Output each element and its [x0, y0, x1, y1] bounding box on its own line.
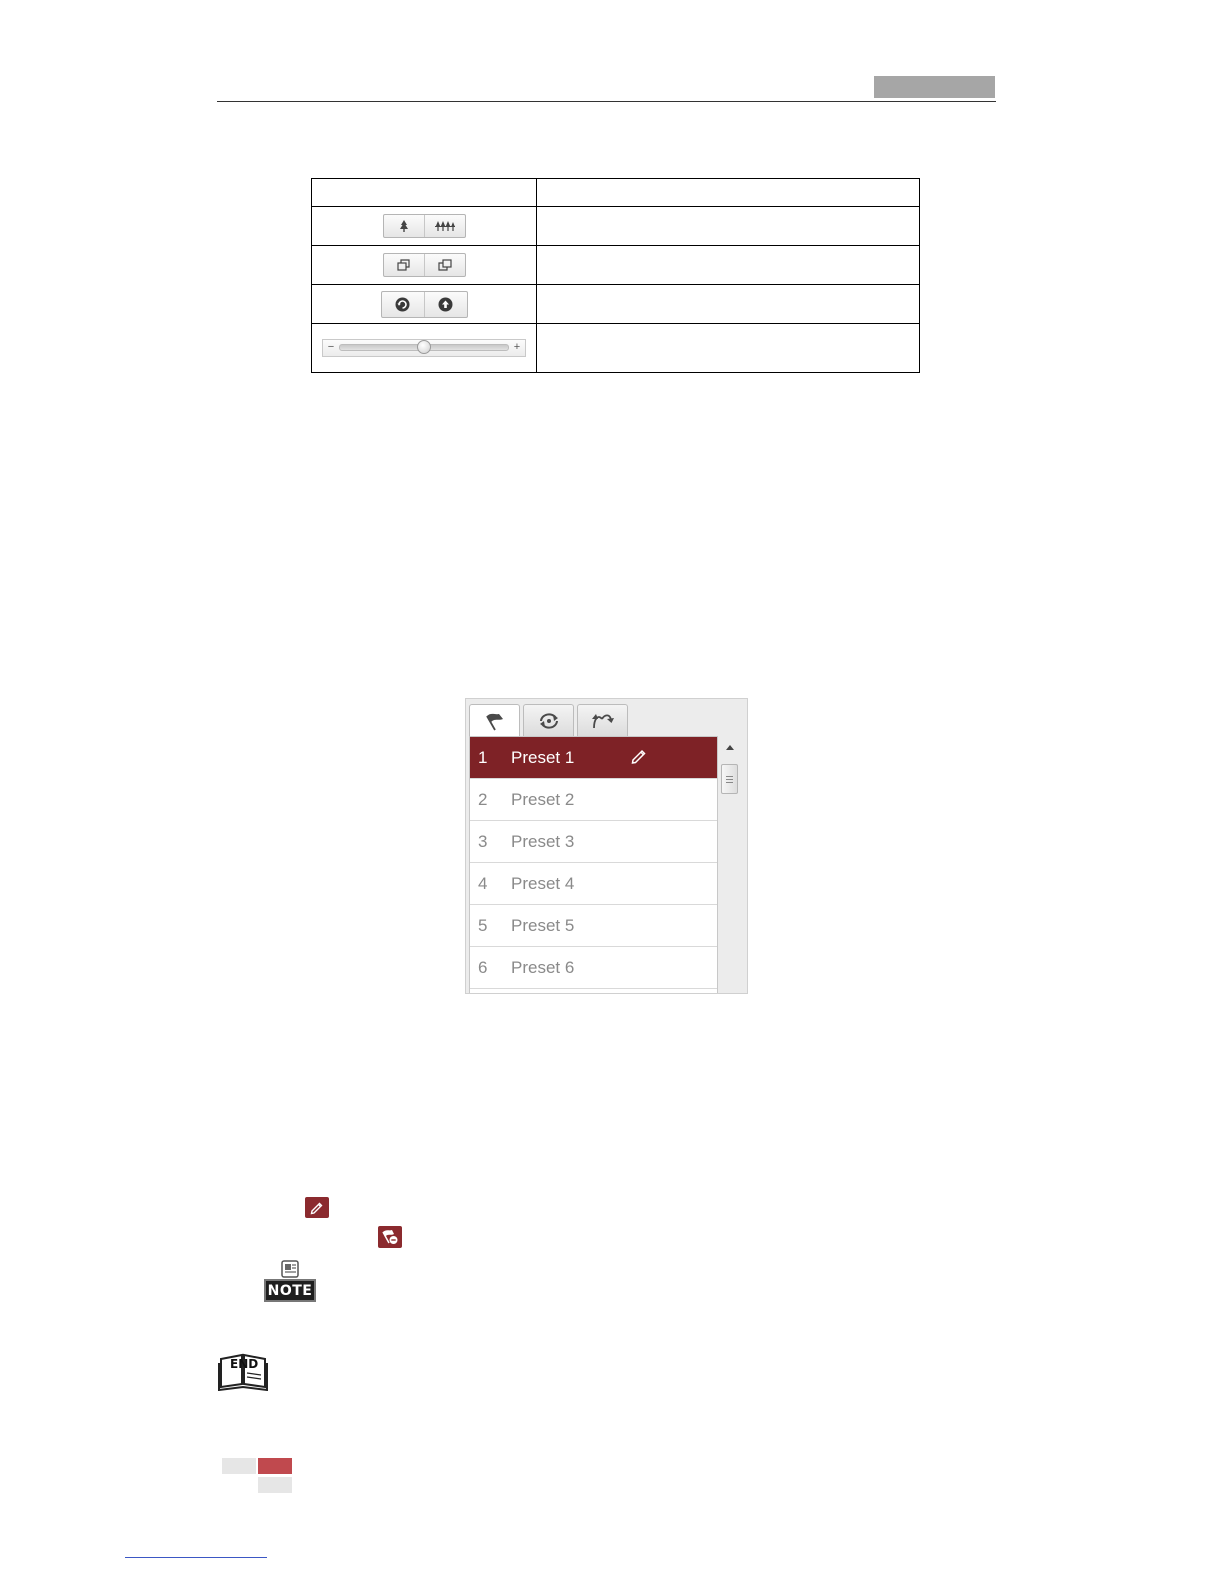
- flag-delete-icon: [380, 1228, 400, 1246]
- end-book-icon: [217, 1351, 269, 1391]
- iris-open-button[interactable]: [424, 292, 467, 317]
- note-label: NOTE: [264, 1279, 316, 1302]
- preset-number: 6: [478, 957, 488, 977]
- preset-row-partial[interactable]: [470, 989, 717, 994]
- edit-icon: [305, 1197, 329, 1218]
- edit-preset-icon[interactable]: [630, 747, 648, 765]
- footer-block-gray: [258, 1477, 292, 1493]
- preset-number: 5: [478, 915, 488, 935]
- end-label: END: [230, 1357, 259, 1371]
- preset-name: Preset 1: [511, 747, 575, 767]
- preset-flag-icon: [483, 711, 507, 731]
- preset-list: [469, 736, 718, 994]
- pencil-icon: [309, 1200, 325, 1216]
- preset-name: Preset 5: [511, 915, 575, 935]
- pattern-icon: [590, 711, 616, 731]
- preset-scrollbar[interactable]: [719, 736, 741, 994]
- table-header-row: [312, 179, 920, 207]
- iris-button-group: [381, 291, 468, 318]
- tab-patrol[interactable]: [523, 704, 574, 736]
- delete-preset-icon: [378, 1226, 402, 1248]
- table-row: [312, 207, 920, 246]
- ptz-control-table: [311, 178, 920, 373]
- plus-icon[interactable]: +: [513, 341, 521, 354]
- preset-name: Preset 3: [511, 831, 575, 851]
- table-row: [312, 246, 920, 285]
- patrol-icon: [537, 711, 561, 731]
- header-rule: [217, 101, 996, 102]
- zoom-in-tree-icon: [398, 219, 410, 233]
- footer-block-red: [258, 1458, 292, 1474]
- zoom-button-group: [383, 214, 466, 238]
- slider-knob[interactable]: [417, 340, 431, 354]
- preset-row[interactable]: [470, 779, 717, 821]
- preset-tabs: [469, 704, 628, 737]
- zoom-out-trees-icon: [435, 219, 455, 233]
- focus-button-group: [383, 253, 466, 277]
- preset-number: 3: [478, 831, 488, 851]
- minus-icon[interactable]: −: [327, 341, 335, 354]
- tab-preset[interactable]: [469, 704, 520, 737]
- slider-track[interactable]: [339, 344, 509, 351]
- tab-pattern[interactable]: [577, 704, 628, 736]
- focus-far-icon: [438, 259, 452, 271]
- preset-number: 4: [478, 873, 488, 893]
- iris-open-icon: [438, 297, 453, 312]
- preset-panel: [465, 698, 748, 994]
- preset-row[interactable]: [470, 905, 717, 947]
- table-row: [312, 324, 920, 373]
- preset-row[interactable]: [470, 863, 717, 905]
- scroll-thumb[interactable]: [721, 764, 738, 794]
- focus-far-button[interactable]: [424, 254, 465, 276]
- footer-link-underline[interactable]: [125, 1557, 267, 1558]
- preset-name: Preset 6: [511, 957, 575, 977]
- iris-close-icon: [395, 297, 410, 312]
- focus-near-icon: [397, 259, 411, 271]
- focus-near-button[interactable]: [384, 254, 424, 276]
- zoom-out-button[interactable]: [424, 215, 465, 237]
- preset-row[interactable]: [470, 821, 717, 863]
- preset-row[interactable]: [470, 737, 717, 779]
- table-row: [312, 285, 920, 324]
- footer-block-gray: [222, 1458, 256, 1474]
- preset-name: Preset 2: [511, 789, 575, 809]
- iris-close-button[interactable]: [382, 292, 424, 317]
- preset-row[interactable]: [470, 947, 717, 989]
- preset-number: 2: [478, 789, 488, 809]
- speed-slider[interactable]: [322, 339, 526, 357]
- scroll-up-icon[interactable]: [725, 744, 735, 751]
- header-section-tab: [874, 76, 995, 98]
- preset-name: Preset 4: [511, 873, 575, 893]
- preset-number: 1: [478, 747, 488, 767]
- note-icon: [262, 1259, 318, 1305]
- zoom-in-button[interactable]: [384, 215, 424, 237]
